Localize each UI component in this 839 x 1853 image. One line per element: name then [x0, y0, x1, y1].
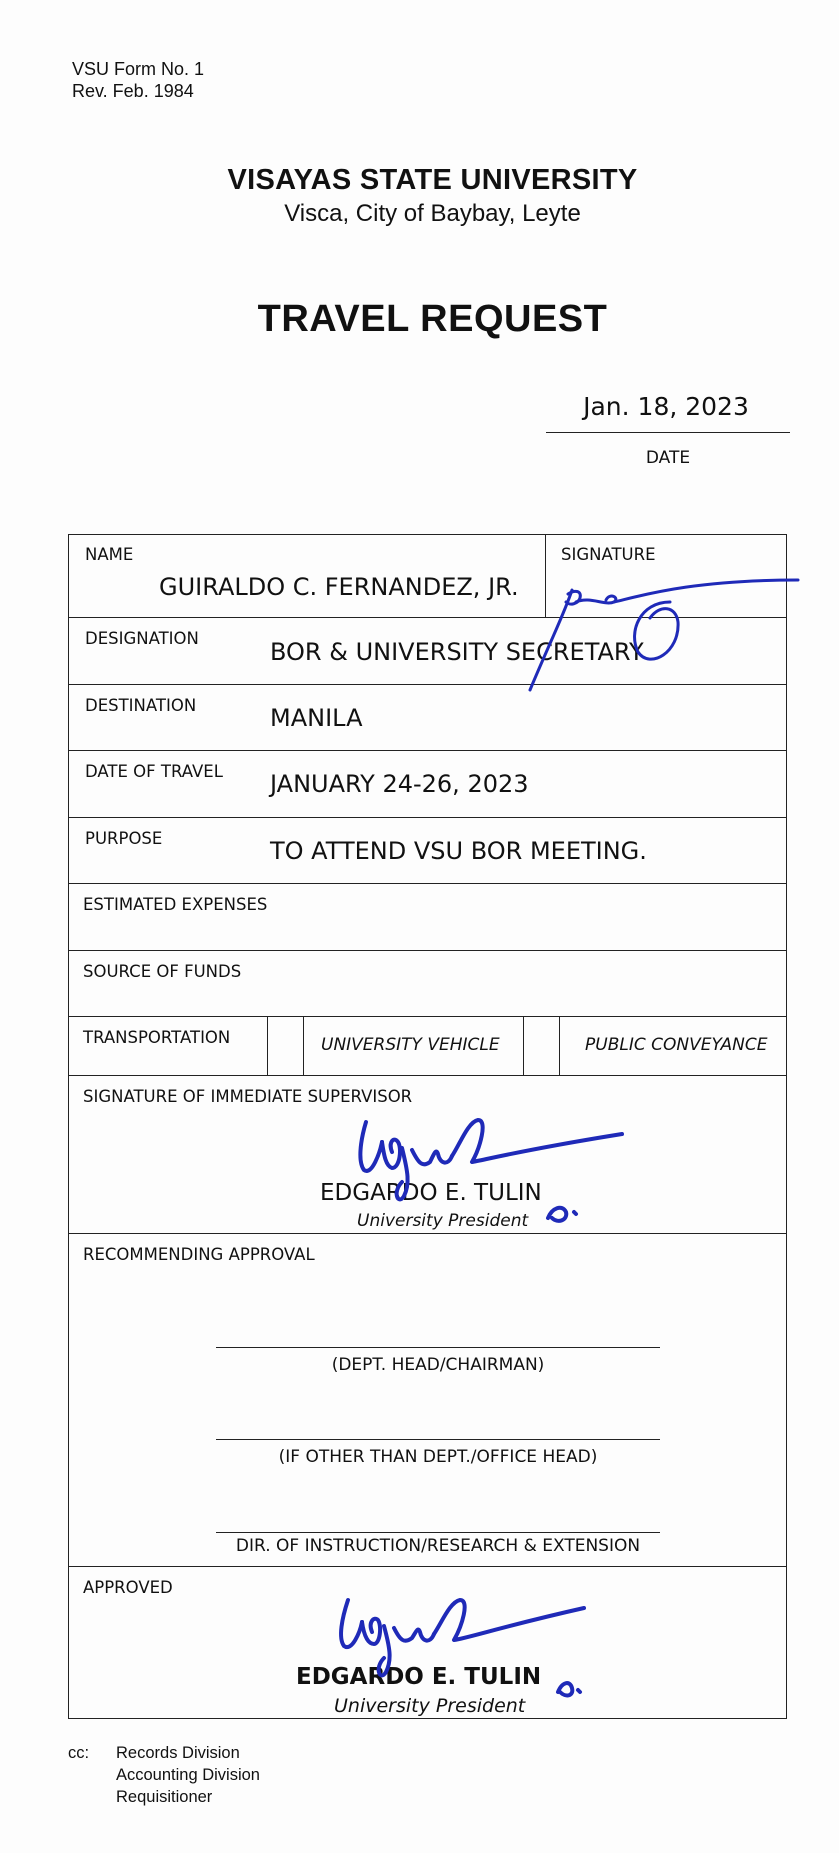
row-divider	[69, 817, 786, 818]
signature-line-dept-head	[216, 1347, 660, 1348]
supervisor-signature	[352, 1112, 628, 1232]
public-conveyance-option: PUBLIC CONVEYANCE	[585, 1035, 768, 1055]
signature-line-director	[216, 1532, 660, 1533]
purpose-label: PURPOSE	[85, 829, 163, 848]
date-label: DATE	[645, 448, 691, 468]
signature-line-other-head	[216, 1439, 660, 1440]
university-vehicle-checkbox[interactable]	[268, 1017, 302, 1074]
approver-signature	[334, 1592, 594, 1712]
approved-label: APPROVED	[83, 1578, 173, 1597]
form-number: VSU Form No. 1	[72, 59, 205, 79]
caption-other-head: (IF OTHER THAN DEPT./OFFICE HEAD)	[278, 1447, 598, 1467]
signature-label: SIGNATURE	[561, 545, 656, 564]
destination-label: DESTINATION	[85, 696, 197, 715]
row-divider	[69, 1566, 786, 1567]
cc-item-records: Records Division	[116, 1744, 240, 1762]
supervisor-name: EDGARDO E. TULIN	[320, 1180, 542, 1206]
form-revision: Rev. Feb. 1984	[72, 81, 194, 101]
purpose-value: TO ATTEND VSU BOR MEETING.	[270, 837, 647, 865]
row-divider	[69, 883, 786, 884]
supervisor-role: University President	[357, 1211, 529, 1231]
date-value: Jan. 18, 2023	[583, 392, 749, 421]
checkbox-divider	[303, 1016, 304, 1075]
row-divider	[69, 1075, 786, 1076]
source-of-funds-label: SOURCE OF FUNDS	[83, 962, 242, 981]
row-divider	[69, 750, 786, 751]
cc-label: cc:	[68, 1744, 90, 1762]
estimated-expenses-label: ESTIMATED EXPENSES	[83, 895, 268, 914]
document-title: TRAVEL REQUEST	[257, 298, 608, 340]
name-label: NAME	[85, 545, 134, 564]
caption-director: DIR. OF INSTRUCTION/RESEARCH & EXTENSION	[235, 1536, 641, 1556]
form-number-block	[72, 58, 204, 102]
date-underline	[546, 432, 790, 433]
approver-role: University President	[334, 1695, 526, 1717]
recommending-approval-label: RECOMMENDING APPROVAL	[83, 1245, 315, 1264]
public-conveyance-checkbox[interactable]	[524, 1017, 558, 1074]
cc-list	[116, 1742, 260, 1808]
date-of-travel-label: DATE OF TRAVEL	[85, 762, 223, 781]
destination-value: MANILA	[270, 704, 363, 732]
university-location: Visca, City of Baybay, Leyte	[284, 200, 581, 227]
cc-item-accounting: Accounting Division	[116, 1766, 260, 1784]
row-divider	[69, 1233, 786, 1234]
name-value: GUIRALDO C. FERNANDEZ, JR.	[159, 573, 519, 601]
requester-signature	[510, 572, 800, 702]
row-divider	[69, 1016, 786, 1017]
cc-item-requisitioner: Requisitioner	[116, 1788, 213, 1806]
caption-dept-head: (DEPT. HEAD/CHAIRMAN)	[331, 1355, 545, 1375]
row-divider	[69, 950, 786, 951]
designation-value: BOR & UNIVERSITY SECRETARY	[270, 638, 644, 666]
supervisor-label: SIGNATURE OF IMMEDIATE SUPERVISOR	[83, 1087, 413, 1106]
university-name: VISAYAS STATE UNIVERSITY	[227, 164, 638, 196]
checkbox-divider	[559, 1016, 560, 1075]
designation-label: DESIGNATION	[85, 629, 199, 648]
date-of-travel-value: JANUARY 24-26, 2023	[270, 770, 529, 798]
approver-name: EDGARDO E. TULIN	[296, 1664, 542, 1690]
transportation-label: TRANSPORTATION	[83, 1028, 231, 1047]
university-vehicle-option: UNIVERSITY VEHICLE	[321, 1035, 500, 1055]
